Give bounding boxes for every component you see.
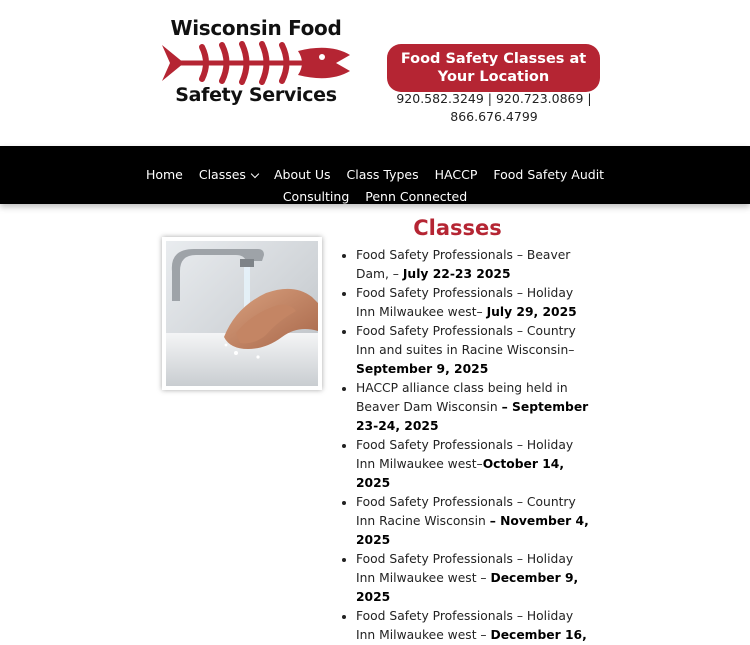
chevron-down-icon (251, 170, 259, 178)
logo-subtitle: Safety Services (175, 84, 337, 106)
class-title: Food Safety Professionals – Holiday Inn Milwaukee west – (356, 552, 574, 585)
class-date: – November 4, 2025 (356, 514, 589, 547)
nav-item-consulting[interactable]: Consulting (282, 189, 350, 204)
class-date: July 22-23 2025 (402, 267, 511, 281)
class-title: HACCP alliance class being held in Beaver Dam Wisconsin (356, 381, 568, 414)
nav-item-classes-label: Classes (198, 167, 246, 182)
list-item (356, 436, 596, 493)
food-safety-classes-button[interactable]: Food Safety Classes at Your Location (387, 44, 600, 92)
list-item (356, 607, 596, 645)
list-item (356, 322, 596, 379)
list-item (356, 379, 596, 436)
class-title: Food Safety Professionals – Holiday Inn Milwaukee west– (356, 438, 574, 471)
class-date: July 29, 2025 (486, 305, 577, 319)
list-item (356, 284, 596, 322)
nav-item-class-types[interactable]: Class Types (346, 167, 419, 182)
class-title: Food Safety Professionals – Beaver Dam, – (356, 248, 571, 281)
class-date: – September 23-24, 2025 (356, 400, 589, 433)
hand-washing-illustration (166, 241, 318, 386)
site-header (0, 0, 750, 146)
nav-item-classes[interactable] (199, 167, 258, 182)
nav-item-home[interactable]: Home (145, 167, 183, 182)
page-title: Classes (413, 216, 502, 240)
list-item (356, 493, 596, 550)
class-title: Food Safety Professionals – Country Inn Racine Wisconsin (356, 495, 576, 528)
class-date: October 14, 2025 (356, 457, 565, 490)
list-item (356, 550, 596, 607)
class-title: Food Safety Professionals – Holiday Inn Milwaukee west – (356, 609, 574, 642)
class-date: September 9, 2025 (356, 362, 489, 376)
fish-skeleton-icon (160, 41, 352, 85)
class-date: December 16, (490, 628, 587, 642)
phone-numbers: 920.582.3249 | 920.723.0869 | 866.676.4799 (396, 91, 592, 124)
class-title: Food Safety Professionals – Holiday Inn Milwaukee west– (356, 286, 574, 319)
main-navigation (0, 146, 750, 204)
logo-title: Wisconsin Food (170, 16, 342, 40)
nav-item-food-safety-audit[interactable]: Food Safety Audit (493, 167, 605, 182)
class-date: December 9, 2025 (356, 571, 579, 604)
list-item (356, 246, 596, 284)
nav-item-about-us[interactable]: About Us (273, 167, 331, 182)
site-logo[interactable] (160, 14, 352, 110)
nav-row-primary (0, 167, 750, 182)
nav-row-secondary (0, 189, 750, 204)
class-title: Food Safety Professionals – Country Inn and suites in Racine Wisconsin– (356, 324, 576, 357)
nav-item-haccp[interactable]: HACCP (434, 167, 478, 182)
nav-item-penn-connected[interactable]: Penn Connected (365, 189, 468, 204)
hand-washing-photo (162, 237, 322, 390)
classes-list (338, 246, 596, 645)
